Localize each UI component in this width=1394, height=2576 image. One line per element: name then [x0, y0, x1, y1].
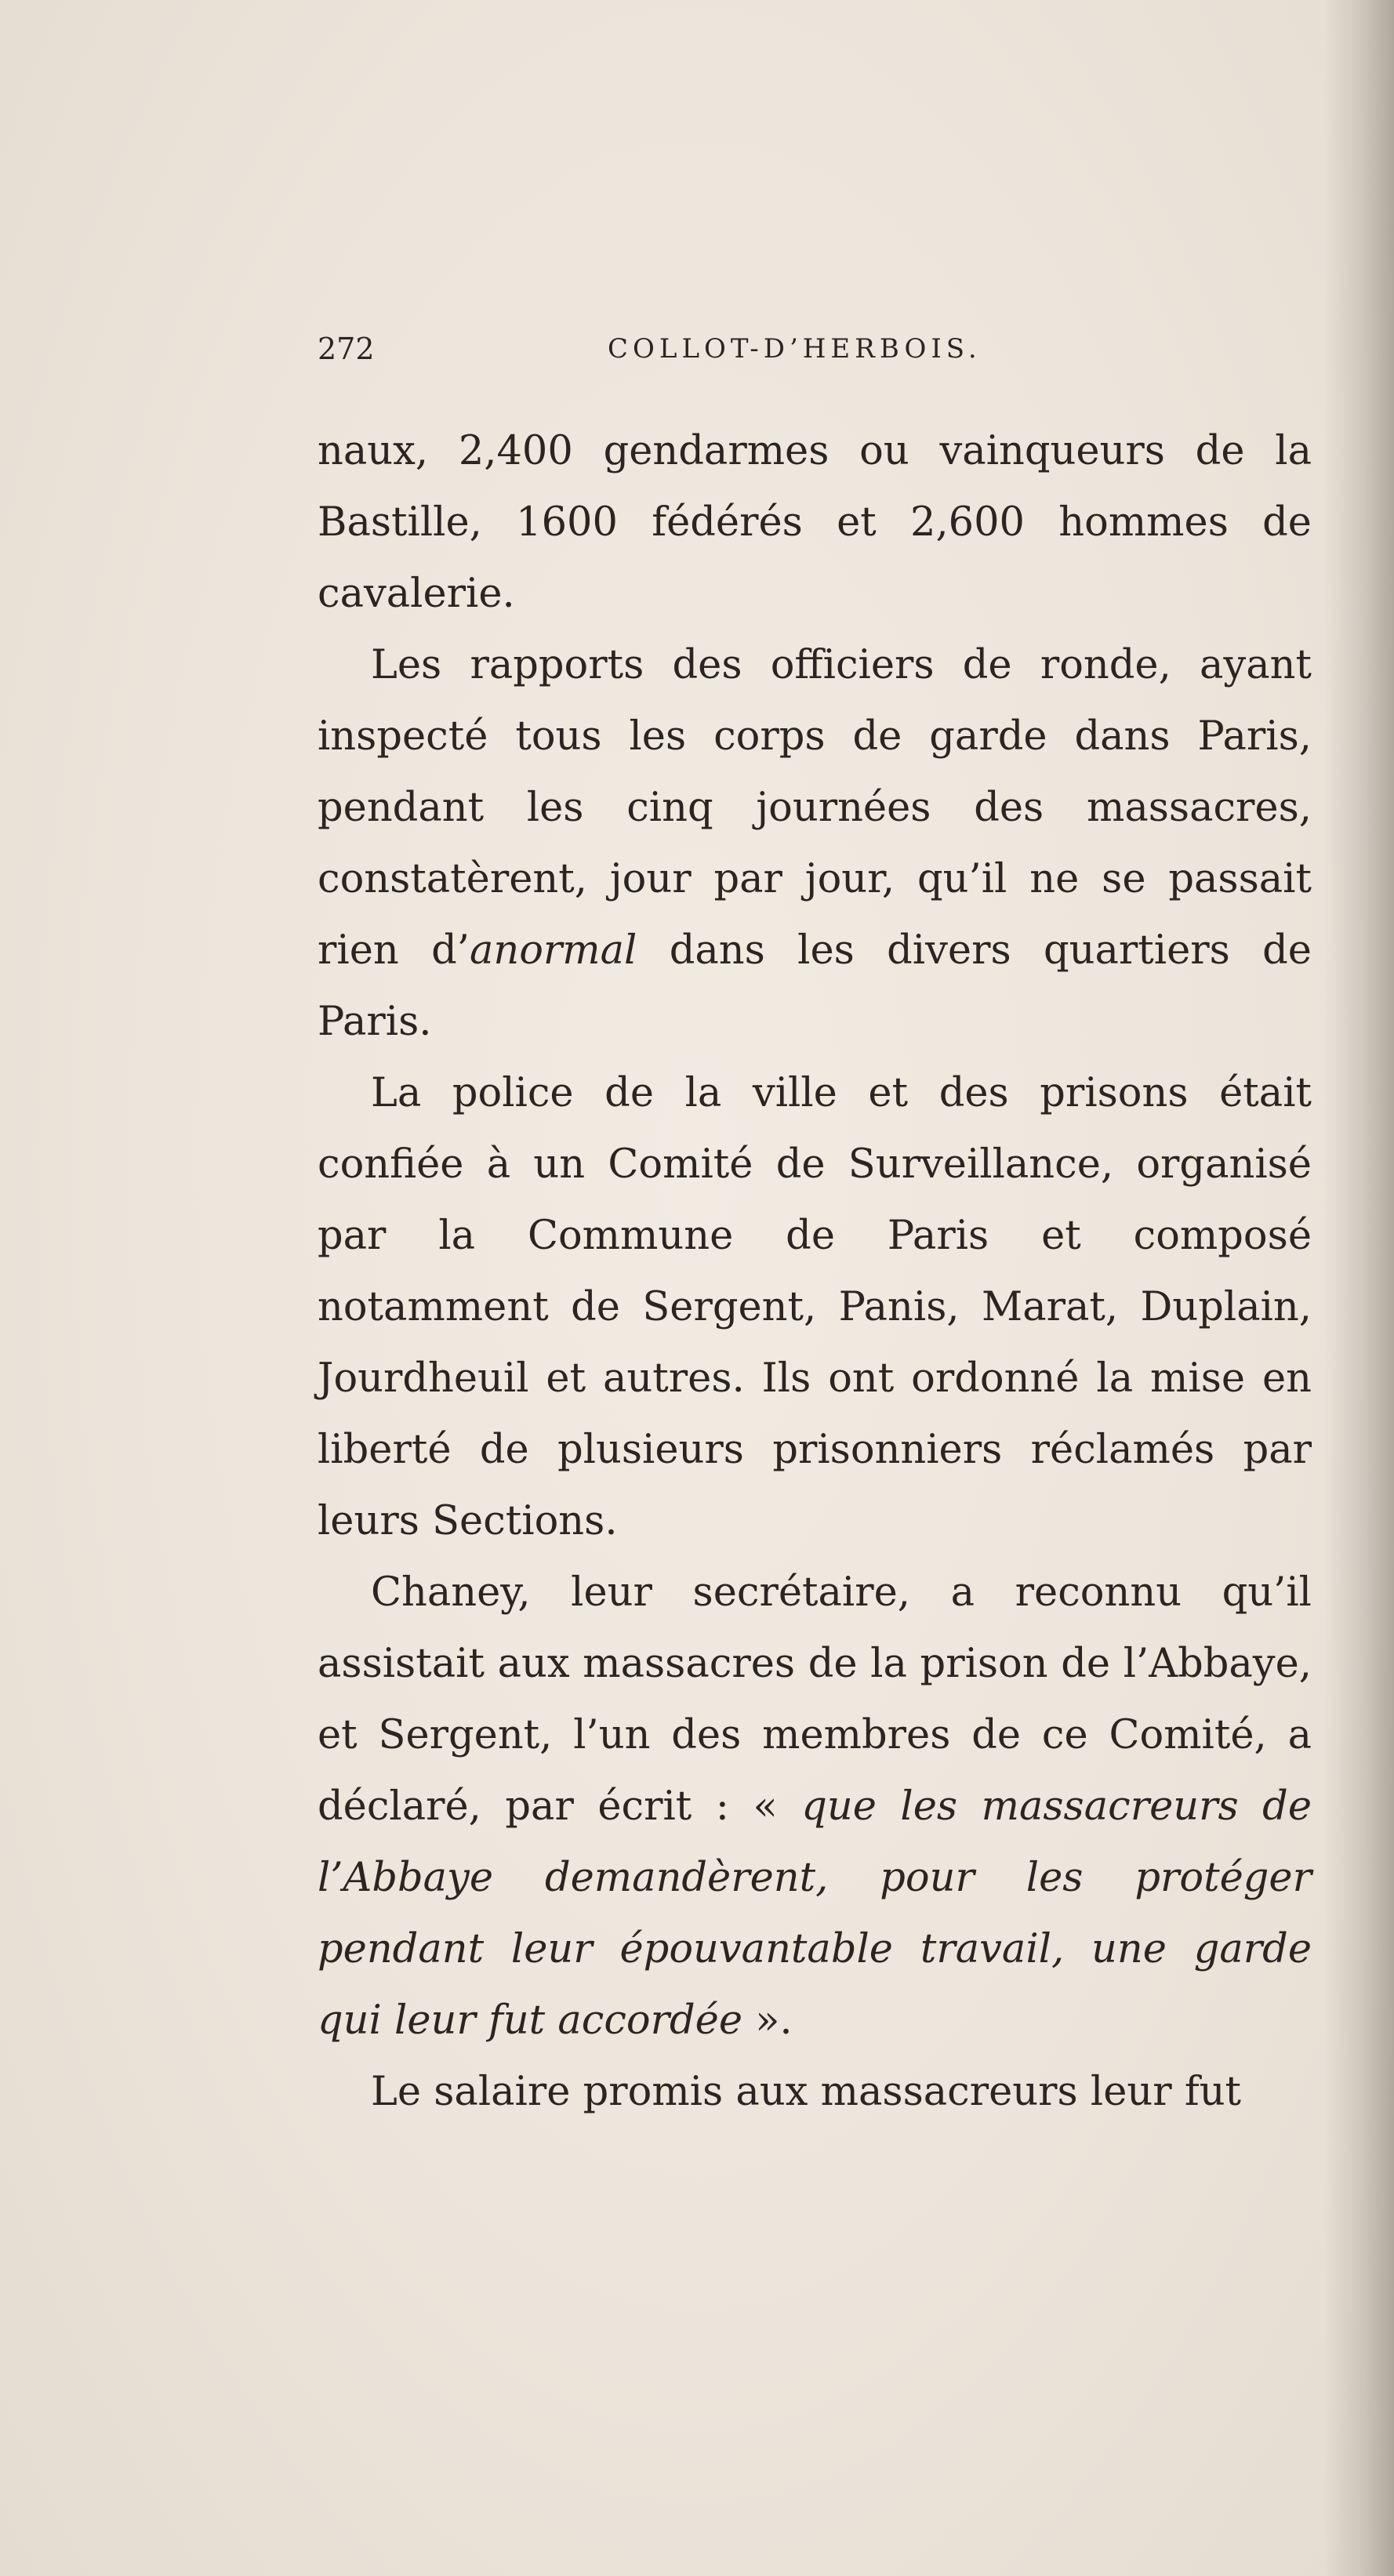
paragraph-2	[318, 629, 1312, 1058]
paragraph-2-emphasis: anormal	[469, 927, 637, 974]
paragraph-5: Le salaire promis aux massacreurs leur fut	[371, 2069, 1242, 2115]
paragraph-2-text: Les rapports des officiers de ronde, ayant inspecté tous les corps de garde dans Paris, pendant les cinq journées des massacres, constatèrent, jour par jour, qu’il ne se passait rien	[318, 642, 1312, 974]
paragraph-4	[318, 1557, 1312, 2056]
paragraph-4-start: Chaney, leur secrétaire, a reconnu qu’il assistait aux massacres de la prison de l’Abbaye, et Sergent, l’un des membres de ce Comité, a déclaré, par écrit : «	[318, 1569, 1312, 1830]
paragraph-1: naux, 2,400 gendarmes ou vainqueurs de la Bastille, 1600 fédérés et 2,600 hommes de cavalerie.	[318, 428, 1312, 617]
paragraph-2-end: dans les divers quartiers de Paris.	[318, 927, 1312, 1045]
paragraph-4-end: ».	[742, 1997, 793, 2044]
paragraph-3: La police de la ville et des prisons était confiée à un Comité de Surveillance, organisé par la Commune de Paris et composé notamment de Sergent, Panis, Marat, Duplain, Jourdheuil et autres. Ils ont ordonné la mise en liberté de plusieurs prisonniers réclamés par leurs Sections.	[318, 1070, 1312, 1544]
paragraph-2-prefix: d’	[431, 927, 470, 974]
running-title: COLLOT-D’HERBOIS.	[608, 333, 982, 365]
running-head	[318, 321, 1329, 376]
page-gutter-shadow	[1323, 0, 1394, 2576]
body-text	[318, 415, 1312, 2128]
page-number: 272	[318, 332, 375, 366]
paragraph-4-quote: que les massacreurs de l’Abbaye demandèrent, pour les protéger pendant leur épouvantable travail, une garde qui leur fut accordée	[318, 1783, 1312, 2044]
